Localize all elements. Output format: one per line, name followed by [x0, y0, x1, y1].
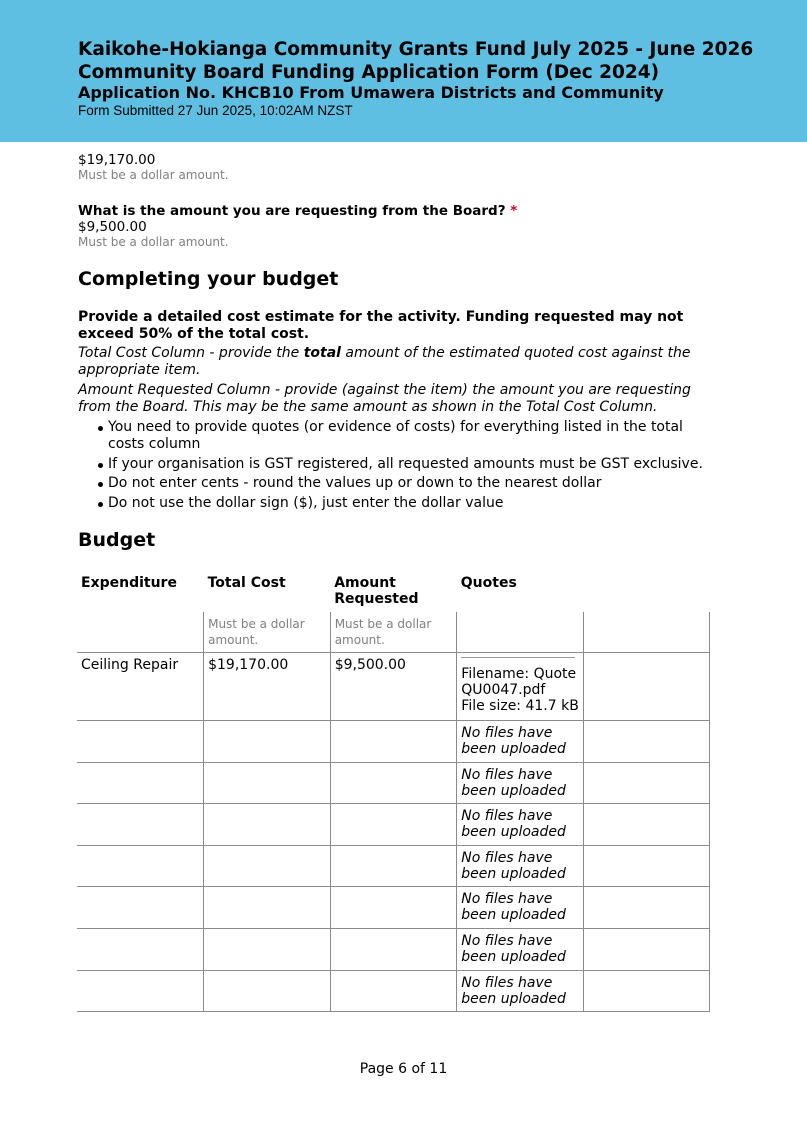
required-marker: * [510, 203, 518, 219]
hint-cell [77, 612, 204, 653]
guideline-item: Do not use the dollar sign ($), just enter the dollar value [98, 495, 718, 512]
table-cell [330, 804, 457, 846]
table-cell [457, 804, 584, 846]
no-files-text: No files have been uploaded [461, 891, 566, 924]
hint-row [77, 612, 710, 653]
total-cost-cell: $19,170.00 [204, 653, 331, 721]
table-cell [457, 845, 584, 887]
guideline-item: You need to provide quotes (or evidence of costs) for everything listed in the total costs column [98, 419, 718, 453]
application-number: Application No. KHCB10 From Umawera Districts and Community [78, 83, 664, 102]
table-cell [204, 928, 331, 970]
table-cell [77, 845, 204, 887]
quote-file-cell [457, 653, 584, 721]
table-cell [583, 804, 710, 846]
table-cell [204, 721, 331, 763]
page-number: Page 6 of 11 [359, 1061, 448, 1077]
table-cell [204, 804, 331, 846]
amount-requested-value: $9,500.00 [78, 219, 147, 235]
table-cell [204, 887, 331, 929]
table-row [77, 762, 710, 804]
amount-requested-cell: $9,500.00 [330, 653, 457, 721]
table-row [77, 721, 710, 763]
no-files-text: No files have been uploaded [461, 808, 566, 841]
amount-requested-hint: Must be a dollar amount. [78, 235, 229, 249]
total-cost-note-post: amount of the estimated quoted cost against the appropriate item. [78, 345, 691, 378]
total-cost-hint: Must be a dollar amount. [78, 168, 229, 182]
submitted-timestamp: Form Submitted 27 Jun 2025, 10:02AM NZST [78, 103, 353, 118]
table-cell [330, 887, 457, 929]
fund-title: Kaikohe-Hokianga Community Grants Fund July 2025 - June 2026 [78, 39, 754, 60]
total-cost-value: $19,170.00 [78, 152, 156, 168]
no-files-text: No files have been uploaded [461, 974, 566, 1007]
form-header [0, 0, 807, 142]
file-divider [461, 657, 575, 658]
budget-table [77, 570, 710, 1012]
table-row [77, 970, 710, 1012]
table-cell [583, 845, 710, 887]
quote-filename[interactable]: Filename: Quote QU0047.pdf [461, 666, 577, 698]
total-cost-column-hint: Must be a dollar amount. [208, 617, 305, 647]
table-cell [330, 845, 457, 887]
guideline-item: If your organisation is GST registered, all requested amounts must be GST exclusive. [98, 456, 718, 473]
hint-cell [204, 612, 331, 653]
table-cell [330, 762, 457, 804]
amount-requested-column-note: Amount Requested Column - provide (against the item) the amount you are requesting from the Board. This may be the same amount as shown in the Total Cost Column. [78, 382, 691, 415]
column-amount-requested: Amount Requested [334, 575, 419, 607]
budget-instruction: Provide a detailed cost estimate for the activity. Funding requested may not exceed 50% of the total cost. [78, 309, 684, 342]
hint-cell [330, 612, 457, 653]
table-cell [457, 887, 584, 929]
completing-budget-heading: Completing your budget [78, 268, 339, 290]
table-cell [77, 887, 204, 929]
column-total-cost: Total Cost [207, 575, 286, 591]
table-cell [457, 928, 584, 970]
table-cell [77, 928, 204, 970]
table-cell [77, 970, 204, 1012]
total-cost-note-emphasis: total [303, 345, 341, 361]
column-quotes: Quotes [460, 575, 517, 591]
table-cell [204, 762, 331, 804]
budget-heading: Budget [78, 529, 156, 551]
table-row [77, 928, 710, 970]
no-files-text: No files have been uploaded [461, 932, 566, 965]
table-cell [77, 762, 204, 804]
table-cell [583, 887, 710, 929]
budget-header-row [77, 570, 710, 612]
table-cell [330, 970, 457, 1012]
no-files-text: No files have been uploaded [461, 849, 566, 882]
table-row [77, 804, 710, 846]
guideline-item: Do not enter cents - round the values up or down to the nearest dollar [98, 475, 718, 492]
column-blank [583, 570, 710, 612]
table-cell [330, 928, 457, 970]
hint-cell [583, 612, 710, 653]
table-cell [583, 762, 710, 804]
table-row [77, 653, 710, 721]
quote-filesize: File size: 41.7 kB [461, 698, 579, 714]
no-files-text: No files have been uploaded [461, 766, 566, 799]
expenditure-cell: Ceiling Repair [77, 653, 204, 721]
hint-cell [457, 612, 584, 653]
table-cell [204, 970, 331, 1012]
table-cell [583, 970, 710, 1012]
blank-cell [583, 653, 710, 721]
table-cell [583, 928, 710, 970]
table-row [77, 845, 710, 887]
amount-requested-column-hint: Must be a dollar amount. [334, 617, 432, 647]
form-title: Community Board Funding Application Form (Dec 2024) [78, 62, 660, 83]
table-cell [77, 721, 204, 763]
table-cell [77, 804, 204, 846]
total-cost-column-note [78, 345, 718, 379]
table-cell [457, 970, 584, 1012]
table-cell [330, 721, 457, 763]
amount-requested-question [78, 203, 517, 219]
table-cell [583, 721, 710, 763]
column-expenditure: Expenditure [81, 575, 177, 591]
total-cost-note-pre: Total Cost Column - provide the [78, 345, 304, 361]
table-cell [457, 762, 584, 804]
amount-requested-question-text: What is the amount you are requesting from the Board? [78, 203, 506, 219]
budget-guidelines-list [98, 419, 718, 514]
table-row [77, 887, 710, 929]
table-cell [204, 845, 331, 887]
table-cell [457, 721, 584, 763]
no-files-text: No files have been uploaded [461, 725, 566, 757]
